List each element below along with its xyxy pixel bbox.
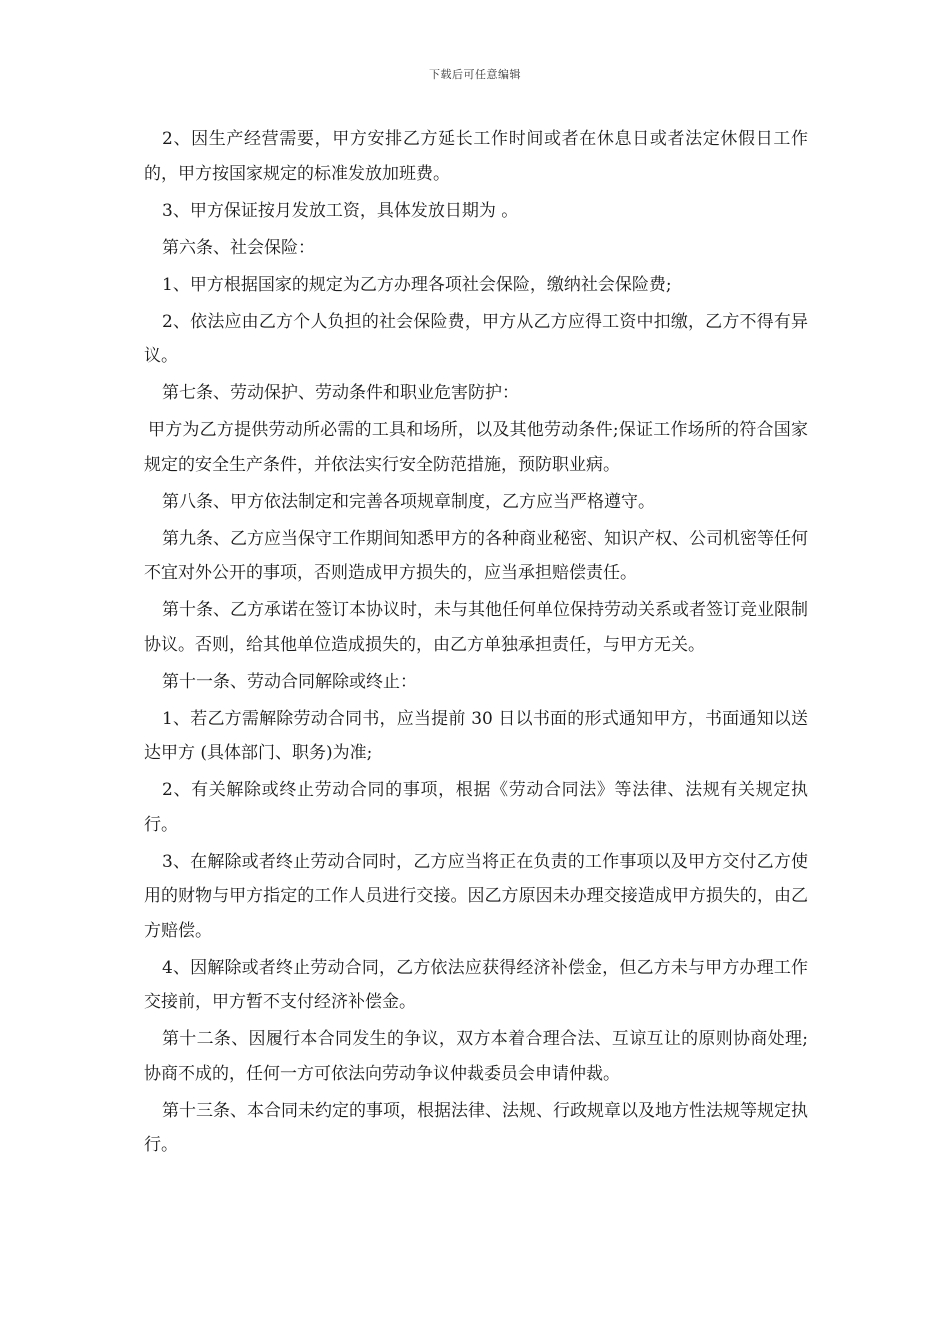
paragraph-article-12: 第十二条、因履行本合同发生的争议，双方本着合理合法、互谅互让的原则协商处理;协商不成的，任何一方可依法向劳动争议仲裁委员会申请仲裁。: [144, 1029, 808, 1084]
paragraph-labor-protection: 甲方为乙方提供劳动所必需的工具和场所，以及其他劳动条件;保证工作场所的符合国家规定的安全生产条件，并依法实行安全防范措施，预防职业病。: [144, 420, 808, 475]
paragraph-monthly-salary: 3、甲方保证按月发放工资，具体发放日期为 。: [162, 200, 519, 221]
page-header: 下载后可任意编辑: [429, 68, 521, 81]
paragraph-termination-4: 4、因解除或者终止劳动合同，乙方依法应获得经济补偿金，但乙方未与甲方办理工作交接前，甲方暂不支付经济补偿金。: [144, 957, 808, 1012]
paragraph-termination-3: 3、在解除或者终止劳动合同时，乙方应当将正在负责的工作事项以及甲方交付乙方使用的财物与甲方指定的工作人员进行交接。因乙方原因未办理交接造成甲方损失的，由乙方赔偿。: [144, 851, 808, 941]
paragraph-article-7-heading: 第七条、劳动保护、劳动条件和职业危害防护：: [162, 383, 519, 403]
paragraph-article-9: 第九条、乙方应当保守工作期间知悉甲方的各种商业秘密、知识产权、公司机密等任何不宜对外公开的事项，否则造成甲方损失的，应当承担赔偿责任。: [144, 528, 808, 583]
paragraph-overtime-pay: 2、因生产经营需要，甲方安排乙方延长工作时间或者在休息日或者法定休假日工作的，甲方按国家规定的标准发放加班费。: [144, 129, 808, 184]
paragraph-social-insurance-1: 1、甲方根据国家的规定为乙方办理各项社会保险，缴纳社会保险费;: [162, 274, 672, 295]
paragraph-termination-2: 2、有关解除或终止劳动合同的事项，根据《劳动合同法》等法律、法规有关规定执行。: [144, 780, 808, 835]
paragraph-article-11-heading: 第十一条、劳动合同解除或终止：: [162, 671, 417, 692]
paragraph-article-10: 第十条、乙方承诺在签订本协议时，未与其他任何单位保持劳动关系或者签订竞业限制协议。否则，给其他单位造成损失的，由乙方单独承担责任，与甲方无关。: [144, 600, 808, 655]
paragraph-article-13: 第十三条、本合同未约定的事项，根据法律、法规、行政规章以及地方性法规等规定执行。: [144, 1100, 808, 1155]
paragraph-termination-1: 1、若乙方需解除劳动合同书，应当提前 30 日以书面的形式通知甲方，书面通知以送达甲方 (具体部门、职务)为准;: [144, 708, 808, 763]
document-body: [144, 122, 808, 1165]
paragraph-social-insurance-2: 2、依法应由乙方个人负担的社会保险费，甲方从乙方应得工资中扣缴，乙方不得有异议。: [144, 311, 808, 366]
paragraph-article-6-heading: 第六条、社会保险：: [162, 237, 315, 258]
paragraph-article-8: 第八条、甲方依法制定和完善各项规章制度，乙方应当严格遵守。: [162, 491, 655, 512]
